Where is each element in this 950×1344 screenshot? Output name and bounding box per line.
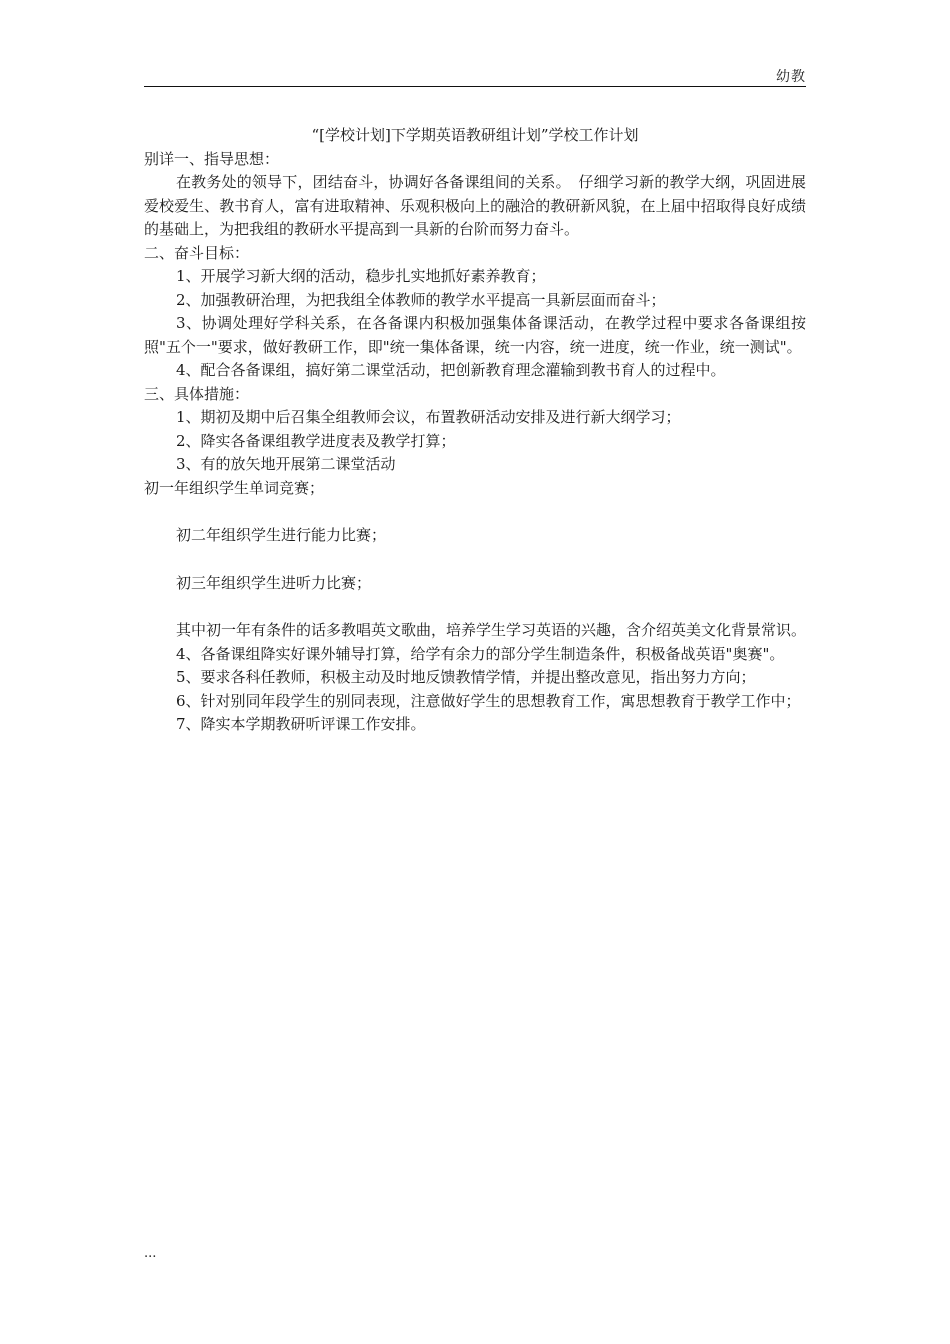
measure-item-1: 1、期初及期中后召集全组教师会议，布置教研活动安排及进行新大纲学习；	[176, 408, 681, 426]
measure-item-7: 7、降实本学期教研听评课工作安排。	[176, 715, 426, 733]
footer-ellipsis: ...	[144, 1246, 157, 1261]
goal-item-3: 3、协调处理好学科关系，在各备课内积极加强集体备课活动，在教学过程中要求各备课组按照"五个一"要求，做好教研工作，即"统一集体备课，统一内容，统一进度，统一作业，统一测试"。	[144, 314, 806, 356]
document-body	[144, 124, 806, 737]
section-heading-guiding-thought: 别详一、指导思想：	[144, 149, 280, 168]
section-heading-measures: 三、具体措施：	[144, 384, 250, 403]
header-label: 幼教	[776, 69, 806, 85]
measure-item-4: 4、各备课组降实好课外辅导打算，给学有余力的部分学生制造条件，积极备战英语"奥赛"。	[176, 644, 785, 663]
measure-item-6: 6、针对别同年段学生的别同表现，注意做好学生的思想教育工作，寓思想教育于教学工作中；	[176, 691, 801, 710]
document-title: “[学校计划]下学期英语教研组计划”学校工作计划	[311, 126, 639, 144]
section-heading-goals: 二、奋斗目标：	[144, 243, 250, 262]
header-divider	[144, 86, 806, 87]
activity-grade-3: 初三年组织学生进听力比赛；	[176, 573, 372, 592]
activity-grade-2: 初二年组织学生进行能力比赛；	[176, 526, 387, 544]
measure-item-5: 5、要求各科任教师，积极主动及时地反馈教情学情，并提出整改意见，指出努力方向；	[176, 668, 756, 686]
goal-item-4: 4、配合各备课组，搞好第二课堂活动，把创新教育理念灌输到教书育人的过程中。	[176, 361, 726, 379]
measure-item-3: 3、有的放矢地开展第二课堂活动	[176, 455, 396, 473]
goal-item-1: 1、开展学习新大纲的活动，稳步扎实地抓好素养教育；	[176, 267, 546, 285]
paragraph-guiding-thought: 在教务处的领导下，团结奋斗，协调好各备课组间的关系。 仔细学习新的教学大纲，巩固进展爱校爱生、教书育人，富有进取精神、乐观积极向上的融洽的教研新风貌，在上届中招取得良好成绩的基础上，为把我组的教研水平提高到一具新的台阶而努力奋斗。	[144, 173, 806, 238]
activity-grade-1: 初一年组织学生单词竞赛；	[144, 478, 325, 497]
measure-item-2: 2、降实各备课组教学进度表及教学打算；	[176, 431, 456, 450]
activity-note-songs: 其中初一年有条件的话多教唱英文歌曲，培养学生学习英语的兴趣，含介绍英美文化背景常识。	[176, 621, 807, 639]
goal-item-2: 2、加强教研治理，为把我组全体教师的教学水平提高一具新层面而奋斗；	[176, 290, 666, 309]
